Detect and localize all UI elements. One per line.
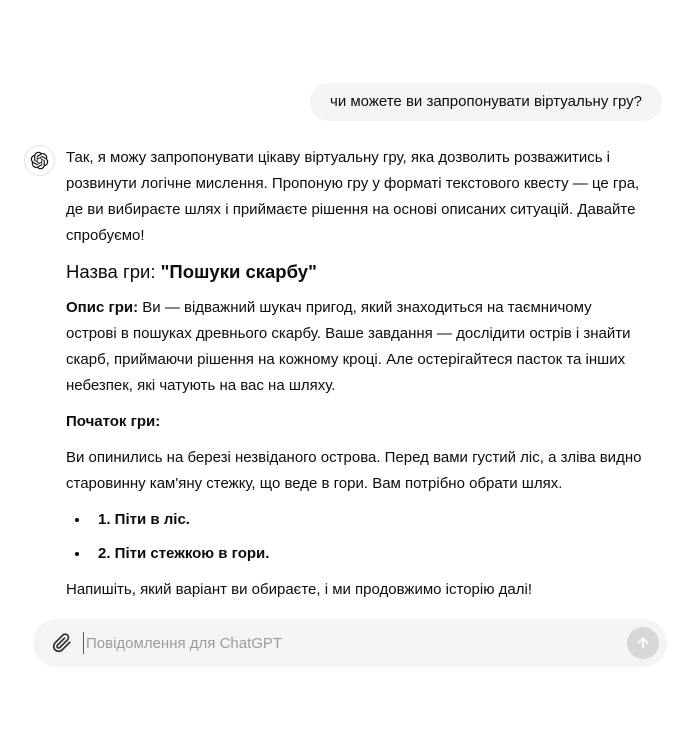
game-title-name: "Пошуки скарбу": [160, 261, 317, 282]
user-message-row: [24, 83, 662, 121]
assistant-message-row: [24, 143, 676, 642]
closing-paragraph: Напишіть, який варіант ви обираєте, і ми продовжимо історію далі!: [66, 581, 532, 598]
options-list: [66, 507, 646, 567]
game-title-heading: [66, 259, 646, 285]
game-description-text: Ви — відважний шукач пригод, який знаходиться на таємничому острові в пошуках древнього скарбу. Ваше завдання — дослідити острів і знайти скарб, приймаючи рішення на кожному кроці. Але остерігайтеся пасток та інших небезпек, які чатують на вас на шляху.: [66, 299, 631, 394]
assistant-message-content: [66, 143, 646, 642]
attach-button[interactable]: [48, 629, 76, 657]
option-1-label: 1. Піти в ліс.: [98, 511, 190, 528]
user-message-bubble: чи можете ви запропонувати віртуальну гру?: [310, 83, 662, 121]
send-button[interactable]: [627, 627, 659, 659]
game-description-label: Опис гри:: [66, 299, 139, 316]
composer[interactable]: [33, 619, 667, 667]
game-start-label: Початок гри:: [66, 413, 161, 430]
assistant-intro-paragraph: Так, я можу запропонувати цікаву віртуальну гру, яка дозволить розважитись і розвинути логічне мислення. Пропоную гру у форматі текстового квесту — це гра, де ви вибираєте шлях і приймаєте рішення на основі описаних ситуацій. Давайте спробуємо!: [66, 149, 640, 244]
game-start-paragraph: Ви опинились на березі незвіданого острова. Перед вами густий ліс, а зліва видно старовинну кам'яну стежку, що веде в гори. Вам потрібно обрати шлях.: [66, 449, 642, 492]
game-title-prefix: Назва гри:: [66, 261, 161, 282]
chatgpt-avatar: [24, 145, 55, 176]
game-start-label-paragraph: [66, 409, 646, 435]
arrow-up-icon: [635, 635, 651, 651]
game-description-paragraph: [66, 295, 646, 399]
paperclip-icon: [52, 633, 72, 653]
openai-logo-icon: [30, 151, 49, 170]
message-input[interactable]: [84, 635, 627, 652]
list-item-option-2: [90, 541, 646, 567]
composer-area: [0, 619, 700, 667]
list-item-option-1: [90, 507, 646, 533]
option-2-label: 2. Піти стежкою в гори.: [98, 545, 270, 562]
